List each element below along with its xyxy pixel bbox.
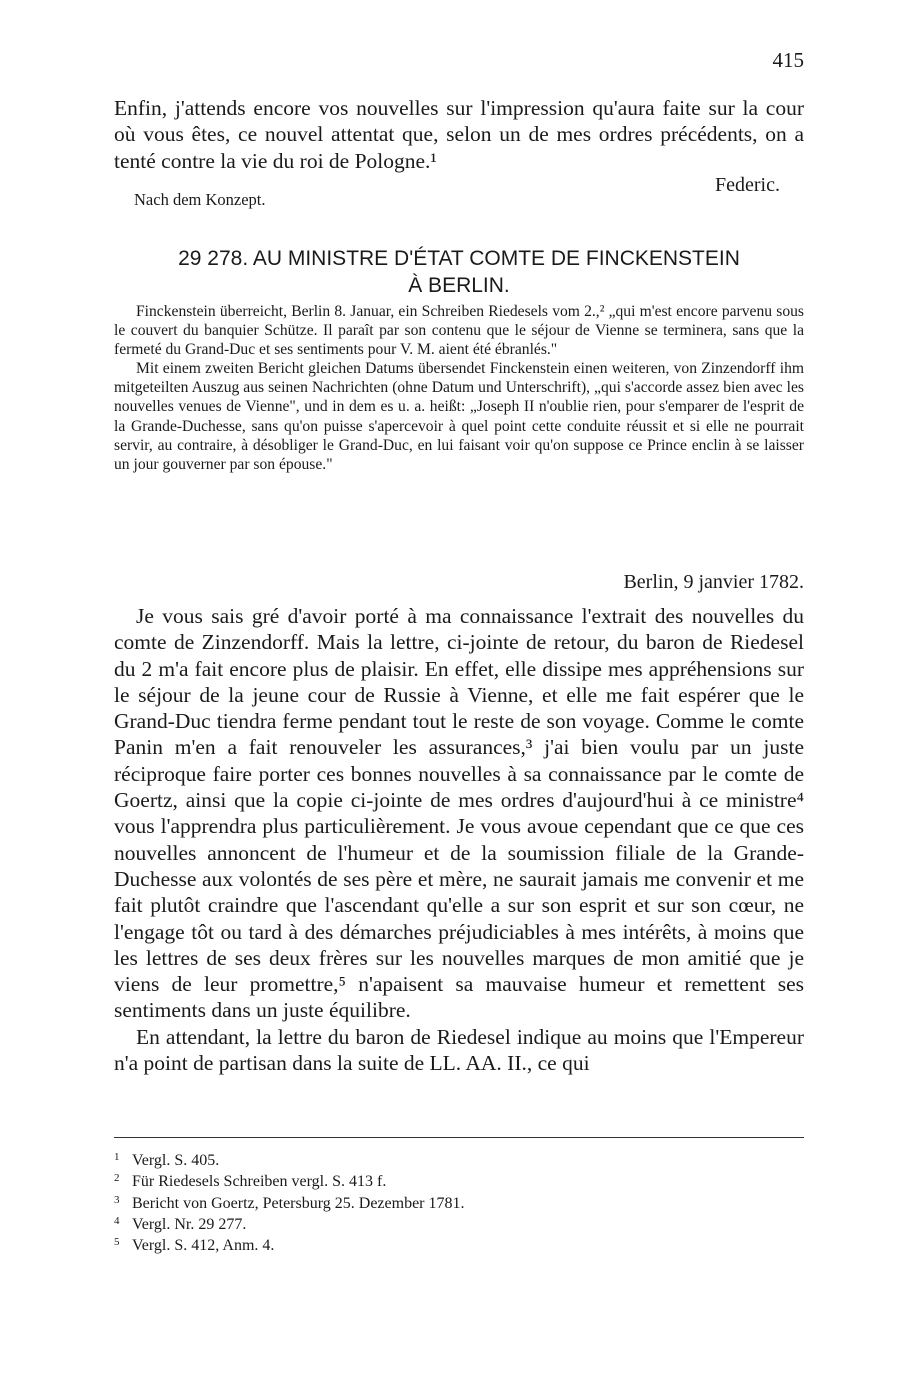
summary-paragraph-2: Mit einem zweiten Bericht gleichen Datums übersendet Finckenstein einen weiteren, von Zinzendorff ihm mitgeteilten Auszug aus seinen Nachrichten (ohne Datum und Unterschrift), „qui s'accorde assez bien avec les nouvelles venues de Vienne", und in dem es u. a. heißt: „Joseph II n'oublie rien, pour s'emparer de l'esprit de la Grande-Duchesse, sans qu'on puisse s'apercevoir à quel point cette conduite réussit et si elle ne pourrait servir, au contraire, à désobliger le Grand-Duc, en lui faisant voir qu'on suppose ce Prince enclin à se laisser un jour gouverner par son épouse." bbox=[114, 360, 804, 473]
letter-date: Berlin, 9 janvier 1782. bbox=[623, 571, 804, 593]
letter-paragraph-1: Je vous sais gré d'avoir porté à ma connaissance l'extrait des nouvelles du comte de Zinzendorff. Mais la lettre, ci-jointe de retour, du baron de Riedesel du 2 m'a fait encore plus de plaisir. En effet, elle dissipe mes appréhensions sur le séjour de la jeune cour de Russie à Vienne, et elle me fait espérer que le Grand-Duc tiendra ferme pendant tout le reste de son voyage. Comme le comte Panin m'en a fait renouveler les assurances,³ j'ai bien voulu par un juste réciproque faire porter ces bonnes nouvelles à sa connaissance par le comte de Goertz, ainsi que la copie ci-jointe de mes ordres d'aujourd'hui à ce ministre⁴ vous l'apprendra plus particulièrement. Je vous avoue cependant que ce que ces nouvelles annoncent de l'humeur et de la soumission filiale de la Grande-Duchesse aux volontés de ses père et mère, ne saurait jamais me convenir et me fait plutôt craindre que l'ascendant qu'elle a sur son esprit et sur son cœur, ne l'engage tôt ou tard à des démarches préjudiciables à mes intérêts, à moins que les lettres de ses deux frères sur les nouvelles marques de mon amitié que je viens de leur promettre,⁵ n'apaisent sa mauvaise humeur et remettent ses sentiments dans un juste équilibre. bbox=[114, 604, 804, 1023]
heading-line-1: 29 278. AU MINISTRE D'ÉTAT COMTE DE FINCKENSTEIN bbox=[178, 247, 740, 270]
footnote-item bbox=[114, 1193, 804, 1214]
footnotes-list bbox=[114, 1150, 804, 1256]
footnote-text: Vergl. Nr. 29 277. bbox=[132, 1215, 247, 1233]
signature: Federic. bbox=[715, 174, 780, 196]
footnote-item bbox=[114, 1235, 804, 1256]
letter-paragraph-2: En attendant, la lettre du baron de Riedesel indique au moins que l'Empereur n'a point de partisan dans la suite de LL. AA. II., ce qui bbox=[114, 1024, 804, 1076]
footnote-number: 4 bbox=[114, 1214, 120, 1227]
summary-paragraph-1: Finckenstein überreicht, Berlin 8. Januar, ein Schreiben Riedesels vom 2.,² „qui m'est encore parvenu sous le couvert du banquier Schütze. Il paraît par son contenu que le séjour de Vienne se terminera, sans que la fermeté du Grand-Duc et ses sentiments pour V. M. aient été ébranlés." bbox=[114, 303, 804, 359]
footnote-number: 2 bbox=[114, 1172, 120, 1185]
footnote-text: Vergl. S. 412, Anm. 4. bbox=[132, 1237, 275, 1255]
footnote-number: 3 bbox=[114, 1193, 120, 1206]
page-number: 415 bbox=[772, 48, 804, 72]
summary-block bbox=[114, 302, 804, 474]
footnote-text: Für Riedesels Schreiben vergl. S. 413 f. bbox=[132, 1173, 387, 1191]
footnote-number: 5 bbox=[114, 1236, 120, 1249]
opening-text-block bbox=[114, 95, 804, 174]
footnote-item bbox=[114, 1171, 804, 1192]
footnote-text: Bericht von Goertz, Petersburg 25. Dezember 1781. bbox=[132, 1194, 465, 1212]
footnote-text: Vergl. S. 405. bbox=[132, 1152, 220, 1169]
footnote-rule bbox=[114, 1137, 804, 1138]
heading-line-2: À BERLIN. bbox=[408, 274, 510, 297]
footnote-number: 1 bbox=[114, 1151, 120, 1163]
letter-body bbox=[114, 603, 804, 1076]
source-note: Nach dem Konzept. bbox=[134, 190, 266, 209]
opening-paragraph: Enfin, j'attends encore vos nouvelles sur l'impression qu'aura faite sur la cour où vous êtes, ce nouvel attentat que, selon un de mes ordres précédents, on a tenté contre la vie du roi de Pologne.¹ bbox=[114, 96, 804, 173]
footnote-item bbox=[114, 1214, 804, 1235]
footnote-item bbox=[114, 1150, 804, 1171]
document-heading bbox=[114, 245, 804, 299]
